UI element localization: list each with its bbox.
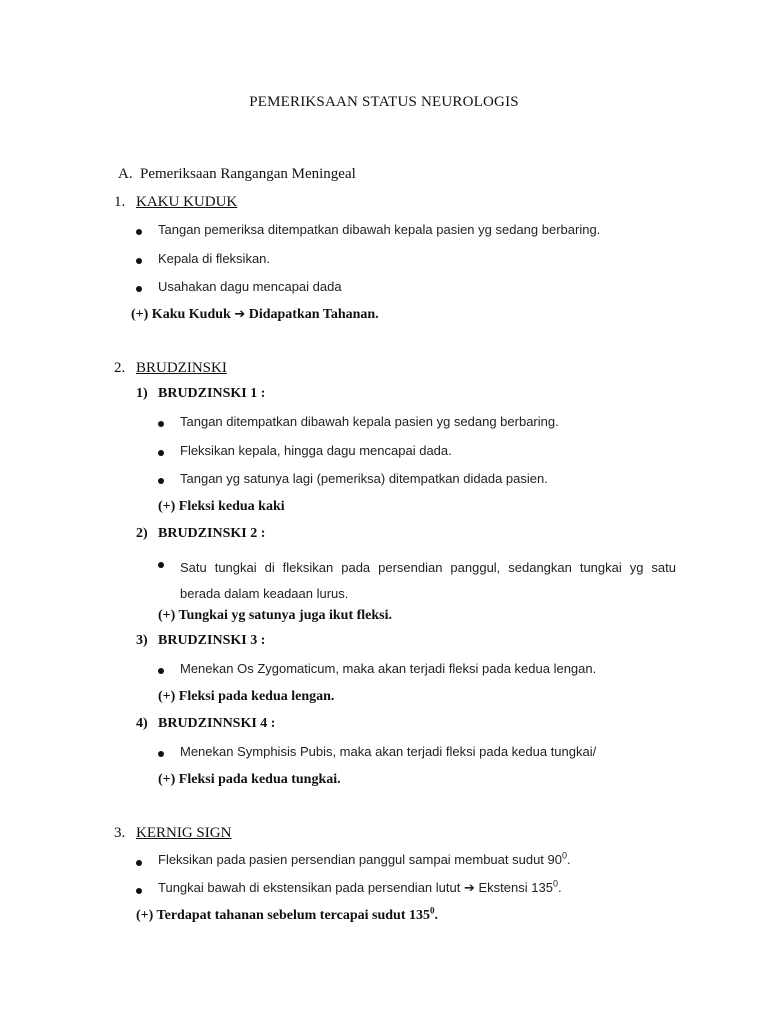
bullet-dot-icon xyxy=(136,860,142,866)
sub4-number: 4) xyxy=(136,716,148,731)
section-a-letter: A. xyxy=(118,166,133,182)
item1-result-b: Didapatkan Tahanan. xyxy=(248,307,379,322)
sub1-result: (+) Fleksi kedua kaki xyxy=(158,499,285,514)
section-a-label: Pemeriksaan Rangangan Meningeal xyxy=(140,166,356,182)
sub3-number: 3) xyxy=(136,633,148,648)
item3-number: 3. xyxy=(114,825,126,841)
sub3-bullet-1: Menekan Os Zygomaticum, maka akan terjadi fleksi pada kedua lengan. xyxy=(180,661,597,676)
page-title: PEMERIKSAAN STATUS NEUROLOGIS xyxy=(249,94,519,110)
item3-result-text: (+) Terdapat tahanan sebelum tercapai sudut 135 xyxy=(136,908,430,923)
sub2-number: 2) xyxy=(136,526,148,541)
item1-bullet-2: Kepala di fleksikan. xyxy=(158,251,271,266)
degree-superscript: 0 xyxy=(429,905,435,916)
sub3-result: (+) Fleksi pada kedua lengan. xyxy=(158,689,335,704)
item1-heading: KAKU KUDUK xyxy=(136,194,238,210)
degree-superscript: 0 xyxy=(561,850,567,861)
sub1-bullet-3: Tangan yg satunya lagi (pemeriksa) ditempatkan didada pasien. xyxy=(180,471,548,486)
right-arrow-icon: ➔ xyxy=(234,307,246,322)
bullet-dot-icon xyxy=(158,421,164,427)
item3-bullet-2-text: Tungkai bawah di ekstensikan pada persendian lutut xyxy=(158,880,461,895)
item1-bullet-3: Usahakan dagu mencapai dada xyxy=(158,279,342,294)
sub3-heading: BRUDZINSKI 3 : xyxy=(158,633,266,648)
bullet-dot-icon xyxy=(136,229,142,235)
bullet-dot-icon xyxy=(136,258,142,264)
item1-result xyxy=(131,307,379,323)
item2-number: 2. xyxy=(114,360,126,376)
item3-bullet-2 xyxy=(158,880,562,896)
item3-bullet-1 xyxy=(158,852,571,867)
sub4-bullet-1: Menekan Symphisis Pubis, maka akan terjadi fleksi pada kedua tungkai/ xyxy=(180,744,597,759)
sub1-number: 1) xyxy=(136,386,148,401)
item3-heading: KERNIG SIGN xyxy=(136,825,232,841)
sub1-bullet-1: Tangan ditempatkan dibawah kepala pasien yg sedang berbaring. xyxy=(180,414,559,429)
item3-bullet-1-end: . xyxy=(567,852,571,867)
sub2-bullet-1: Satu tungkai di fleksikan pada persendian panggul, sedangkan tungkai yg satu berada dalam keadaan lurus. xyxy=(180,560,676,601)
sub2-heading: BRUDZINSKI 2 : xyxy=(158,526,266,541)
bullet-dot-icon xyxy=(158,478,164,484)
item2-heading: BRUDZINSKI xyxy=(136,360,227,376)
sub2-result: (+) Tungkai yg satunya juga ikut fleksi. xyxy=(158,608,392,623)
bullet-dot-icon xyxy=(158,450,164,456)
bullet-dot-icon xyxy=(158,668,164,674)
bullet-dot-icon xyxy=(136,888,142,894)
item3-bullet-2-end: . xyxy=(557,880,562,895)
item3-bullet-2-after: Ekstensi 135 xyxy=(478,880,553,895)
sub4-result: (+) Fleksi pada kedua tungkai. xyxy=(158,772,341,787)
item1-bullet-1: Tangan pemeriksa ditempatkan dibawah kepala pasien yg sedang berbaring. xyxy=(158,222,601,237)
right-arrow-icon: ➔ xyxy=(463,881,475,896)
item3-result-end: . xyxy=(434,908,438,923)
bullet-dot-icon xyxy=(158,751,164,757)
sub1-heading: BRUDZINSKI 1 : xyxy=(158,386,266,401)
sub1-bullet-2: Fleksikan kepala, hingga dagu mencapai dada. xyxy=(180,443,452,458)
bullet-dot-icon xyxy=(158,562,164,568)
bullet-dot-icon xyxy=(136,286,142,292)
item1-result-a: (+) Kaku Kuduk xyxy=(131,307,231,322)
item3-result xyxy=(136,905,438,924)
degree-superscript: 0 xyxy=(552,878,558,889)
sub4-heading: BRUDZINNSKI 4 : xyxy=(158,716,276,731)
item1-number: 1. xyxy=(114,194,126,210)
item3-bullet-1-text: Fleksikan pada pasien persendian panggul sampai membuat sudut 90 xyxy=(158,852,562,867)
